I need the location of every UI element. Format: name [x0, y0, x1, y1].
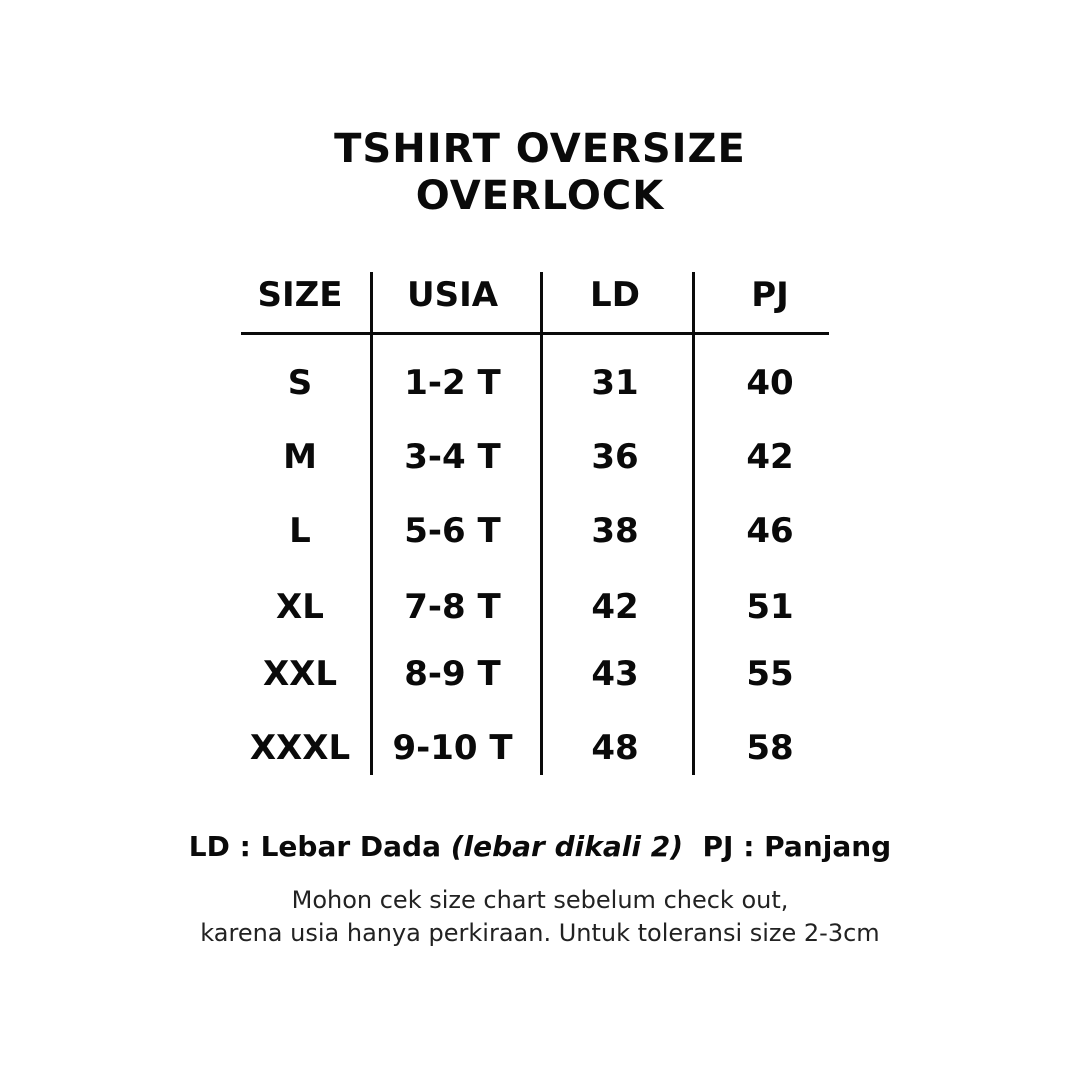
header-size: SIZE — [257, 275, 343, 315]
cell-size: M — [283, 437, 317, 477]
legend — [0, 828, 1080, 866]
note-line-2: karena usia hanya perkiraan. Untuk toleransi size 2-3cm — [200, 919, 880, 947]
cell-ld: 48 — [591, 728, 639, 768]
cell-ld: 38 — [591, 511, 639, 551]
cell-pj: 51 — [746, 587, 794, 627]
title-line-1: TSHIRT OVERSIZE — [334, 126, 746, 172]
disclaimer-note — [0, 884, 1080, 950]
cell-size: S — [287, 363, 313, 403]
cell-usia: 8-9 T — [404, 654, 501, 694]
cell-pj: 55 — [746, 654, 794, 694]
cell-usia: 9-10 T — [392, 728, 513, 768]
cell-pj: 46 — [746, 511, 794, 551]
title-line-2: OVERLOCK — [415, 173, 665, 219]
cell-usia: 3-4 T — [404, 437, 501, 477]
header-ld: LD — [590, 275, 640, 315]
cell-size: XXL — [262, 654, 338, 694]
cell-ld: 42 — [591, 587, 639, 627]
page-title — [0, 126, 1080, 220]
cell-ld: 43 — [591, 654, 639, 694]
note-line-1: Mohon cek size chart sebelum check out, — [291, 886, 789, 914]
legend-ld: LD : Lebar Dada — [188, 830, 441, 863]
legend-ld-note: (lebar dikali 2) — [450, 830, 683, 863]
cell-pj: 40 — [746, 363, 794, 403]
cell-size: XXXL — [249, 728, 351, 768]
cell-usia: 1-2 T — [404, 363, 501, 403]
cell-size: XL — [276, 587, 324, 627]
cell-pj: 42 — [746, 437, 794, 477]
header-usia: USIA — [406, 275, 499, 315]
cell-usia: 7-8 T — [404, 587, 501, 627]
cell-pj: 58 — [746, 728, 794, 768]
cell-ld: 31 — [591, 363, 639, 403]
legend-pj: PJ : Panjang — [702, 830, 892, 863]
header-pj: PJ — [751, 275, 789, 315]
column-divider-1 — [370, 272, 373, 775]
column-divider-2 — [540, 272, 543, 775]
header-divider — [241, 332, 829, 335]
cell-ld: 36 — [591, 437, 639, 477]
cell-size: L — [289, 511, 311, 551]
cell-usia: 5-6 T — [404, 511, 501, 551]
column-divider-3 — [692, 272, 695, 775]
